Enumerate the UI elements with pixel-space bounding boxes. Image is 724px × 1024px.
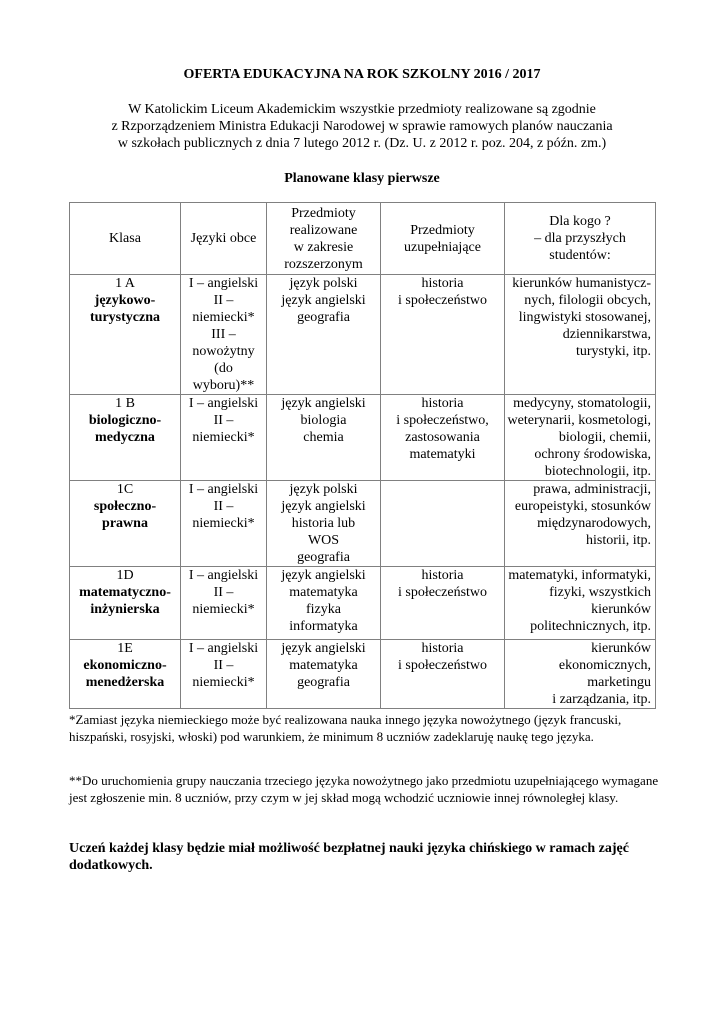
cell-line: turystyki, itp. (575, 344, 651, 359)
header-dla-kogo (505, 203, 656, 275)
cell-line: uzupełniające (404, 239, 481, 255)
cell-line: II – (213, 658, 234, 673)
cell-line: historia (421, 568, 464, 583)
cell-line: kierunków humanistycz- (512, 276, 651, 291)
header-przedmioty-rozszerzone (267, 203, 381, 275)
cell-languages (181, 395, 267, 481)
cell-line: język angielski (281, 499, 366, 514)
cell-line: I – angielski (188, 482, 259, 497)
cell-line: język angielski (281, 568, 366, 583)
cell-line: język polski (289, 482, 358, 497)
cell-line: Dla kogo ? (549, 214, 611, 229)
cell-line: w zakresie (293, 239, 354, 255)
cell-line: wyboru)** (192, 378, 255, 393)
cell-line: i społeczeństwo, (396, 413, 489, 428)
cell-line: biologiczno- (88, 413, 162, 428)
table-row (70, 640, 656, 709)
cell-languages (181, 275, 267, 395)
cell-line: Przedmioty (410, 222, 475, 238)
table-header-row (70, 203, 656, 275)
cell-line: geografia (297, 675, 350, 690)
cell-for-whom (505, 275, 656, 395)
cell-line: geografia (297, 310, 350, 325)
cell-line: studentów: (549, 248, 611, 263)
cell-supplementary-subjects (381, 567, 505, 640)
chinese-language-note: Uczeń każdej klasy będzie miał możliwość bezpłatnej nauki języka chińskiego w ramach zajęć dodatkowych. (69, 841, 629, 873)
cell-line: nowożytny (192, 344, 255, 359)
cell-supplementary-subjects (381, 640, 505, 709)
cell-class (70, 395, 181, 481)
cell-line: marketingu (587, 675, 651, 690)
cell-line: geografia (297, 550, 350, 565)
cell-line: I – angielski (188, 396, 259, 411)
cell-line: językowo- (94, 293, 156, 308)
cell-class (70, 481, 181, 567)
cell-for-whom (505, 481, 656, 567)
cell-line: i zarządzania, itp. (552, 692, 651, 707)
cell-line: społeczno- (93, 499, 157, 514)
class-code: 1E (117, 641, 133, 656)
class-code: 1C (116, 482, 134, 497)
cell-line: I – angielski (188, 276, 259, 291)
header-klasa (70, 203, 181, 275)
cell-line: fizyki, wszystkich (549, 585, 651, 600)
class-code: 1 B (115, 396, 135, 411)
cell-line: prawa, administracji, (533, 482, 651, 497)
table-row (70, 481, 656, 567)
cell-for-whom (505, 640, 656, 709)
cell-line: ochrony środowiska, (534, 447, 651, 462)
cell-line: II – (213, 293, 234, 308)
cell-line: niemiecki* (192, 516, 255, 531)
cell-line: menedżerska (85, 675, 165, 690)
cell-line: III – (211, 327, 236, 342)
cell-line: język polski (289, 276, 358, 291)
intro-line: w szkołach publicznych z dnia 7 lutego 2012 r. (Dz. U. z 2012 r. poz. 204, z późn. zm.) (117, 136, 607, 151)
cell-line: język angielski (281, 641, 366, 656)
cell-line: ekonomiczno- (83, 658, 167, 673)
cell-line: historia lub (291, 516, 356, 531)
cell-for-whom (505, 395, 656, 481)
cell-line: biotechnologii, itp. (544, 464, 651, 479)
cell-line: chemia (303, 430, 344, 445)
class-code: 1D (116, 568, 134, 583)
intro-line: z Rzporządzeniem Ministra Edukacji Narodowej w sprawie ramowych planów nauczania (111, 119, 613, 134)
header-przedmioty-uzupelniajace (381, 203, 505, 275)
cell-line: zastosowania (405, 430, 480, 445)
cell-supplementary-subjects (381, 481, 505, 567)
cell-line: prawna (102, 516, 148, 531)
cell-line: historia (421, 276, 464, 291)
cell-extended-subjects (267, 395, 381, 481)
cell-line: weterynarii, kosmetologi, (507, 413, 651, 428)
cell-line: biologii, chemii, (558, 430, 651, 445)
cell-line: matematyka (289, 658, 358, 673)
section-title: Planowane klasy pierwsze (284, 171, 440, 186)
cell-line: realizowane (289, 222, 358, 238)
table-row (70, 567, 656, 640)
cell-languages (181, 481, 267, 567)
cell-for-whom (505, 567, 656, 640)
cell-supplementary-subjects (381, 395, 505, 481)
cell-line: historia (421, 396, 464, 411)
cell-line: i społeczeństwo (397, 293, 488, 308)
cell-line: niemiecki* (192, 310, 255, 325)
cell-languages (181, 640, 267, 709)
cell-line: niemiecki* (192, 602, 255, 617)
cell-line: rozszerzonym (284, 256, 363, 272)
cell-line: dziennikarstwa, (562, 327, 651, 342)
cell-line: politechnicznych, itp. (530, 619, 651, 634)
cell-class (70, 275, 181, 395)
cell-line: ekonomicznych, (558, 658, 651, 673)
cell-line: (do (214, 361, 233, 376)
cell-line: turystyczna (90, 310, 160, 325)
cell-extended-subjects (267, 275, 381, 395)
cell-line: kierunków (591, 602, 651, 617)
cell-line: i społeczeństwo (397, 585, 488, 600)
cell-line: I – angielski (188, 568, 259, 583)
intro-paragraph (0, 101, 724, 152)
cell-line: historia (421, 641, 464, 656)
class-code: 1 A (115, 276, 135, 291)
cell-line: fizyka (306, 602, 341, 617)
cell-line: II – (213, 585, 234, 600)
cell-languages (181, 567, 267, 640)
cell-extended-subjects (267, 567, 381, 640)
cell-extended-subjects (267, 640, 381, 709)
cell-class (70, 640, 181, 709)
cell-line: informatyka (289, 619, 358, 634)
cell-line: WOS (307, 533, 340, 548)
cell-line: lingwistyki stosowanej, (518, 310, 651, 325)
cell-line: Klasa (109, 231, 141, 246)
table-row (70, 395, 656, 481)
cell-line: niemiecki* (192, 675, 255, 690)
intro-line: W Katolickim Liceum Akademickim wszystkie przedmioty realizowane są zgodnie (128, 102, 596, 117)
cell-line: język angielski (281, 396, 366, 411)
cell-line: – dla przyszłych (534, 231, 626, 246)
cell-line: matematyki (409, 447, 476, 462)
cell-line: europeistyki, stosunków (514, 499, 651, 514)
cell-line: matematyczno- (79, 585, 171, 600)
cell-line: historii, itp. (586, 533, 651, 548)
offer-table (69, 202, 656, 709)
cell-line: medyczna (95, 430, 155, 445)
cell-class (70, 567, 181, 640)
table-row (70, 275, 656, 395)
cell-line: i społeczeństwo (397, 658, 488, 673)
cell-line: matematyki, informatyki, (508, 568, 651, 583)
cell-line: Języki obce (190, 231, 257, 246)
cell-line: międzynarodowych, (537, 516, 651, 531)
cell-line: II – (213, 499, 234, 514)
cell-line: I – angielski (188, 641, 259, 656)
cell-line: Przedmioty (291, 205, 356, 221)
cell-line: inżynierska (90, 602, 160, 617)
cell-line: niemiecki* (192, 430, 255, 445)
cell-line: matematyka (289, 585, 358, 600)
cell-line: biologia (300, 413, 347, 428)
header-jezyki-obce (181, 203, 267, 275)
cell-line: język angielski (281, 293, 366, 308)
cell-extended-subjects (267, 481, 381, 567)
cell-line: kierunków (591, 641, 651, 656)
cell-line: II – (213, 413, 234, 428)
cell-supplementary-subjects (381, 275, 505, 395)
footnote-third-language: **Do uruchomienia grupy nauczania trzeciego języka nowożytnego jako przedmiotu uzupełniającego wymagane jest zgłoszenie min. 8 uczniów, przy czym w jej skład mogą wchodzić uczniowie innej równoległej klasy. (69, 773, 659, 805)
footnote-language: *Zamiast języka niemieckiego może być realizowana nauka innego języka nowożytnego (język francuski, hiszpański, rosyjski, włoski) pod warunkiem, że minimum 8 uczniów zadeklaruję naukę tego języka. (69, 712, 622, 744)
page-title: OFERTA EDUKACYJNA NA ROK SZKOLNY 2016 / 2017 (183, 67, 541, 82)
cell-line: nych, filologii obcych, (524, 293, 651, 308)
cell-line: medycyny, stomatologii, (513, 396, 651, 411)
